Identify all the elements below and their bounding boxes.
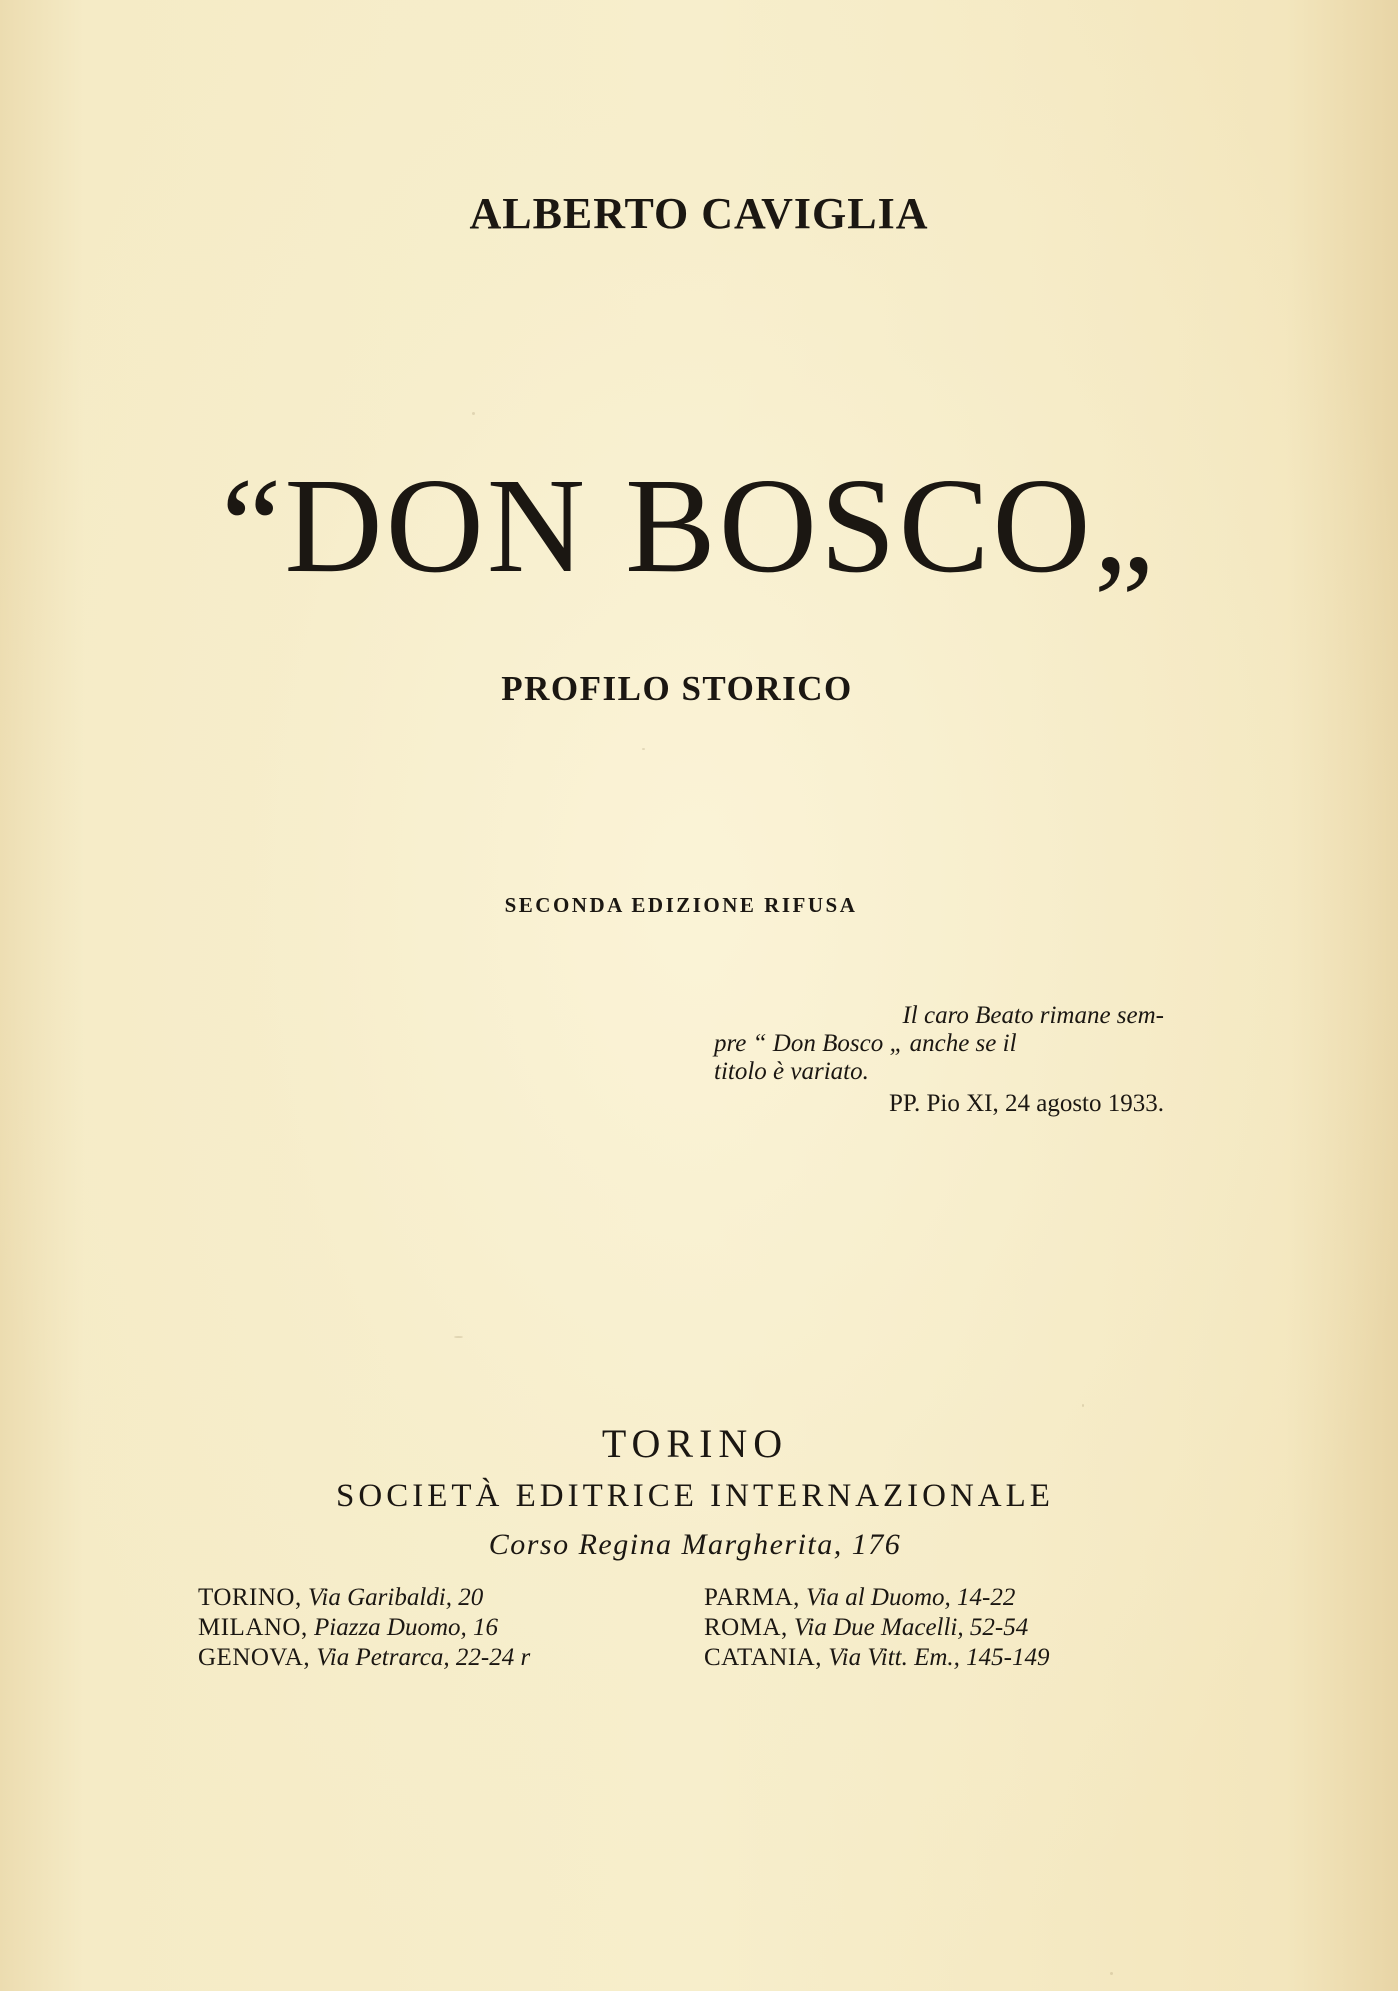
branches-left (198, 1583, 530, 1673)
branch-city: GENOVA, (198, 1644, 311, 1671)
imprint-city: TORINO (601, 1421, 789, 1466)
branch-address: Via Petrarca, 22-24 r (316, 1644, 531, 1671)
branch-entry (198, 1613, 530, 1643)
branch-entry (198, 1643, 530, 1673)
paper-speck (1110, 1972, 1113, 1975)
branch-entry (704, 1613, 1049, 1643)
branch-city: CATANIA, (704, 1644, 822, 1671)
epigraph (714, 1002, 1164, 1086)
branch-address: Piazza Duomo, 16 (314, 1614, 499, 1641)
publisher-address: Corso Regina Margherita, 176 (488, 1528, 902, 1561)
branch-city: PARMA, (704, 1584, 800, 1611)
book-subtitle: PROFILO STORICO (501, 669, 853, 708)
edition-note: SECONDA EDIZIONE RIFUSA (504, 893, 858, 917)
epigraph-attribution: PP. Pio XI, 24 agosto 1933. (888, 1090, 1164, 1117)
branch-address: Via Due Macelli, 52-54 (794, 1614, 1029, 1641)
branch-address: Via Vitt. Em., 145-149 (828, 1644, 1050, 1671)
branch-entry (704, 1643, 1049, 1673)
branch-entry (198, 1583, 530, 1613)
epigraph-line: Il caro Beato rimane sem- (902, 1002, 1164, 1029)
paper-speck (472, 412, 475, 415)
branch-entry (704, 1583, 1049, 1613)
book-title: “DON BOSCO„ (221, 451, 1157, 601)
branch-address: Via Garibaldi, 20 (307, 1584, 484, 1611)
branch-city: MILANO, (198, 1614, 308, 1641)
epigraph-line: titolo è variato. (714, 1058, 869, 1085)
branches-right (704, 1583, 1049, 1673)
author-name: ALBERTO CAVIGLIA (469, 189, 929, 238)
paper-speck (642, 748, 645, 750)
branch-city: TORINO, (198, 1584, 302, 1611)
publisher-name: SOCIETÀ EDITRICE INTERNAZIONALE (336, 1478, 1054, 1514)
paper-speck (454, 1336, 463, 1338)
branch-address: Via al Duomo, 14-22 (806, 1584, 1016, 1611)
branch-city: ROMA, (704, 1614, 788, 1641)
paper-speck (1082, 1404, 1084, 1407)
epigraph-line: pre “ Don Bosco „ anche se il (714, 1030, 1017, 1057)
